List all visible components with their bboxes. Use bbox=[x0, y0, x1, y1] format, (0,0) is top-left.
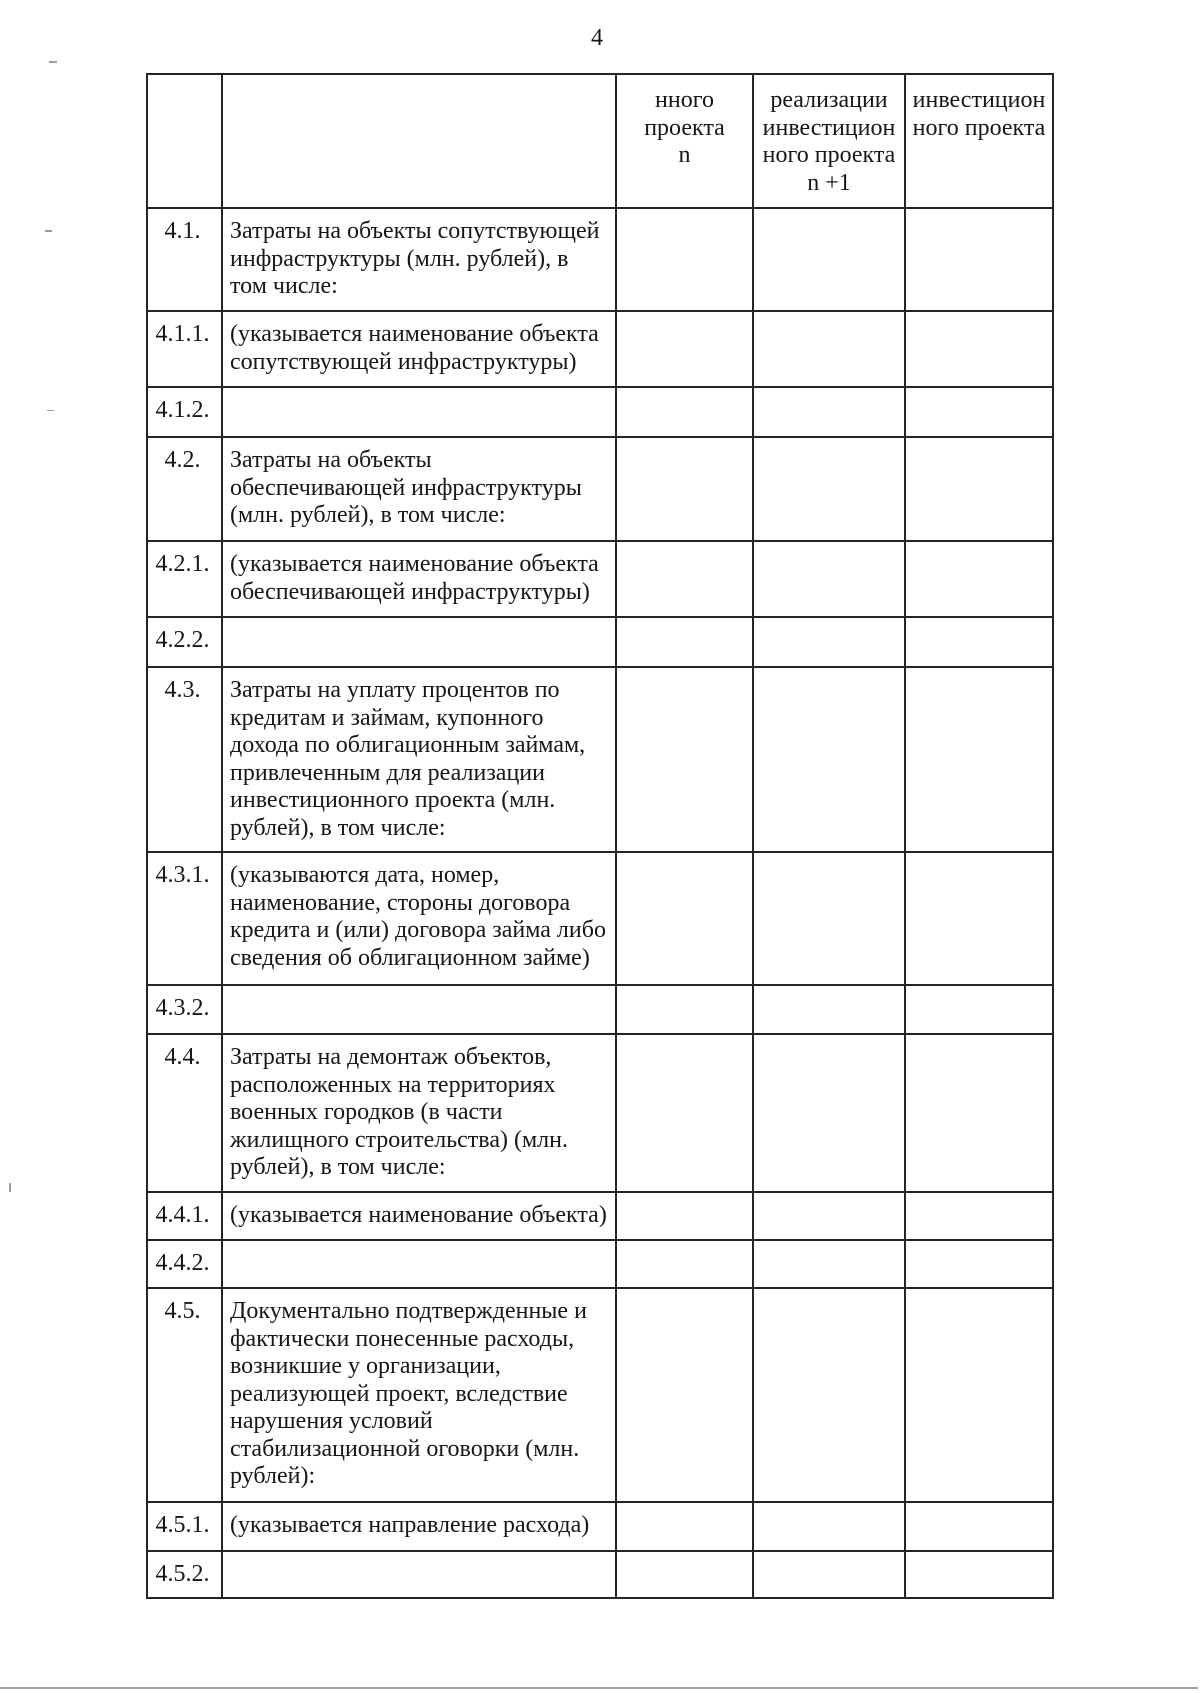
description-line: инфраструктуры (млн. рублей), в bbox=[230, 245, 569, 272]
value-cell-period-n-plus-1 bbox=[753, 1551, 905, 1598]
row-number: 4.5.1. bbox=[147, 1502, 222, 1551]
scan-edge-line bbox=[0, 1687, 1198, 1689]
row-number: 4.3.1. bbox=[147, 852, 222, 985]
value-cell-period-n-plus-1 bbox=[753, 1034, 905, 1192]
value-cell-whole-project bbox=[905, 985, 1053, 1034]
row-description bbox=[222, 1192, 616, 1240]
description-line: Затраты на объекты сопутствующей bbox=[230, 218, 600, 244]
row-number: 4.1. bbox=[147, 208, 222, 311]
value-cell-period-n bbox=[616, 1240, 753, 1288]
row-description bbox=[222, 1240, 616, 1288]
value-cell-whole-project bbox=[905, 437, 1053, 541]
value-cell-period-n bbox=[616, 1034, 753, 1192]
column-header-line: реализации bbox=[770, 87, 888, 113]
value-cell-period-n-plus-1 bbox=[753, 985, 905, 1034]
value-cell-period-n bbox=[616, 617, 753, 667]
value-cell-period-n bbox=[616, 985, 753, 1034]
description-line: инвестиционного проекта (млн. bbox=[230, 787, 556, 813]
row-description bbox=[222, 541, 616, 617]
table-row bbox=[147, 1240, 1053, 1288]
description-line: том числе: bbox=[230, 273, 338, 299]
row-description bbox=[222, 311, 616, 387]
column-header-line: инвестицион bbox=[762, 114, 896, 141]
row-number: 4.2.1. bbox=[147, 541, 222, 617]
row-number: 4.1.2. bbox=[147, 387, 222, 437]
value-cell-period-n bbox=[616, 852, 753, 985]
value-cell-period-n-plus-1 bbox=[753, 387, 905, 437]
row-number: 4.4.2. bbox=[147, 1240, 222, 1288]
description-line: рублей), в том числе: bbox=[230, 1154, 446, 1180]
value-cell-period-n bbox=[616, 1502, 753, 1551]
column-header-period-n bbox=[616, 74, 753, 208]
description-line: (млн. рублей), в том числе: bbox=[230, 502, 506, 528]
row-number: 4.4.1. bbox=[147, 1192, 222, 1240]
value-cell-whole-project bbox=[905, 667, 1053, 852]
value-cell-whole-project bbox=[905, 1551, 1053, 1598]
table-row bbox=[147, 1502, 1053, 1551]
value-cell-period-n bbox=[616, 387, 753, 437]
row-description bbox=[222, 617, 616, 667]
value-cell-period-n-plus-1 bbox=[753, 311, 905, 387]
table-row bbox=[147, 985, 1053, 1034]
table-row bbox=[147, 1034, 1053, 1192]
description-line: сопутствующей инфраструктуры) bbox=[230, 348, 577, 375]
description-line: обеспечивающей инфраструктуры) bbox=[230, 578, 590, 605]
value-cell-period-n-plus-1 bbox=[753, 667, 905, 852]
description-line: реализующей проект, вследствие bbox=[230, 1380, 568, 1407]
row-number: 4.3. bbox=[147, 667, 222, 852]
table-row bbox=[147, 541, 1053, 617]
table-row bbox=[147, 617, 1053, 667]
value-cell-whole-project bbox=[905, 1240, 1053, 1288]
description-line: возникшие у организации, bbox=[230, 1353, 501, 1379]
description-line: стабилизационной оговорки (млн. bbox=[230, 1435, 580, 1462]
row-number: 4.1.1. bbox=[147, 311, 222, 387]
value-cell-period-n bbox=[616, 311, 753, 387]
row-description bbox=[222, 1034, 616, 1192]
value-cell-whole-project bbox=[905, 541, 1053, 617]
value-cell-period-n-plus-1 bbox=[753, 208, 905, 311]
value-cell-period-n bbox=[616, 1192, 753, 1240]
expenses-table bbox=[146, 73, 1054, 1599]
description-line: привлеченным для реализации bbox=[230, 759, 545, 786]
row-description bbox=[222, 667, 616, 852]
description-line: Документально подтвержденные и bbox=[230, 1298, 587, 1324]
row-description bbox=[222, 387, 616, 437]
description-line: кредитам и займам, купонного bbox=[230, 704, 544, 731]
header-cell-number bbox=[147, 74, 222, 208]
value-cell-period-n-plus-1 bbox=[753, 1240, 905, 1288]
value-cell-period-n bbox=[616, 667, 753, 852]
table-header-row bbox=[147, 74, 1053, 208]
description-line: фактически понесенные расходы, bbox=[230, 1325, 575, 1352]
row-description bbox=[222, 852, 616, 985]
description-line: обеспечивающей инфраструктуры bbox=[230, 474, 582, 501]
value-cell-period-n bbox=[616, 208, 753, 311]
row-description bbox=[222, 1288, 616, 1502]
page-number: 4 bbox=[591, 25, 603, 51]
description-line: Затраты на демонтаж объектов, bbox=[230, 1044, 552, 1070]
value-cell-period-n-plus-1 bbox=[753, 1288, 905, 1502]
row-number: 4.3.2. bbox=[147, 985, 222, 1034]
row-number: 4.2.2. bbox=[147, 617, 222, 667]
table-row bbox=[147, 437, 1053, 541]
column-header-line: n +1 bbox=[807, 169, 851, 196]
value-cell-period-n bbox=[616, 1288, 753, 1502]
value-cell-whole-project bbox=[905, 1034, 1053, 1192]
value-cell-whole-project bbox=[905, 208, 1053, 311]
value-cell-period-n bbox=[616, 541, 753, 617]
value-cell-whole-project bbox=[905, 1192, 1053, 1240]
scan-mark bbox=[45, 230, 52, 232]
value-cell-period-n-plus-1 bbox=[753, 617, 905, 667]
row-description bbox=[222, 1551, 616, 1598]
table-row bbox=[147, 1551, 1053, 1598]
table-row bbox=[147, 667, 1053, 852]
description-line: рублей), в том числе: bbox=[230, 814, 446, 841]
row-description bbox=[222, 437, 616, 541]
description-line: рублей): bbox=[230, 1463, 316, 1489]
column-header-line: проекта bbox=[644, 114, 725, 141]
table-row bbox=[147, 852, 1053, 985]
description-line: нарушения условий bbox=[230, 1408, 433, 1434]
value-cell-period-n-plus-1 bbox=[753, 1192, 905, 1240]
description-line: (указывается наименование объекта bbox=[230, 321, 599, 347]
description-line: (указывается наименование объекта bbox=[230, 551, 599, 577]
column-header-line: ного проекта bbox=[762, 142, 896, 168]
description-line: дохода по облигационным займам, bbox=[230, 732, 586, 758]
description-line: кредита и (или) договора займа либо bbox=[230, 917, 606, 943]
description-line: военных городков (в части bbox=[230, 1099, 503, 1125]
description-line: (указываются дата, номер, bbox=[230, 862, 500, 888]
description-line: Затраты на объекты bbox=[230, 447, 432, 473]
value-cell-whole-project bbox=[905, 311, 1053, 387]
header-cell-description bbox=[222, 74, 616, 208]
scan-mark bbox=[9, 1183, 11, 1192]
table-row bbox=[147, 1288, 1053, 1502]
description-line: сведения об облигационном займе) bbox=[230, 944, 590, 971]
description-line: расположенных на территориях bbox=[230, 1071, 556, 1098]
column-header-line: инвестицион bbox=[912, 87, 1046, 113]
column-header-period-n-plus-1 bbox=[753, 74, 905, 208]
row-number: 4.5. bbox=[147, 1288, 222, 1502]
table-row bbox=[147, 387, 1053, 437]
value-cell-period-n-plus-1 bbox=[753, 852, 905, 985]
value-cell-period-n bbox=[616, 437, 753, 541]
value-cell-period-n-plus-1 bbox=[753, 437, 905, 541]
row-description bbox=[222, 985, 616, 1034]
description-line: жилищного строительства) (млн. bbox=[230, 1126, 568, 1153]
value-cell-whole-project bbox=[905, 387, 1053, 437]
row-number: 4.5.2. bbox=[147, 1551, 222, 1598]
value-cell-period-n-plus-1 bbox=[753, 541, 905, 617]
value-cell-whole-project bbox=[905, 1288, 1053, 1502]
column-header-line: ного проекта bbox=[912, 114, 1046, 141]
table-row bbox=[147, 311, 1053, 387]
scan-mark bbox=[47, 410, 54, 411]
description-line: наименование, стороны договора bbox=[230, 889, 571, 916]
value-cell-whole-project bbox=[905, 617, 1053, 667]
value-cell-period-n-plus-1 bbox=[753, 1502, 905, 1551]
table-row bbox=[147, 1192, 1053, 1240]
scan-mark bbox=[49, 61, 57, 63]
table-row bbox=[147, 208, 1053, 311]
value-cell-period-n bbox=[616, 1551, 753, 1598]
description-line: (указывается направление расхода) bbox=[230, 1512, 590, 1538]
value-cell-whole-project bbox=[905, 1502, 1053, 1551]
row-number: 4.2. bbox=[147, 437, 222, 541]
column-header-line: нного bbox=[655, 87, 714, 113]
row-number: 4.4. bbox=[147, 1034, 222, 1192]
value-cell-whole-project bbox=[905, 852, 1053, 985]
description-line: (указывается наименование объекта) bbox=[230, 1202, 607, 1228]
column-header-whole-project bbox=[905, 74, 1053, 208]
description-line: Затраты на уплату процентов по bbox=[230, 677, 560, 703]
row-description bbox=[222, 1502, 616, 1551]
column-header-line: n bbox=[678, 142, 691, 168]
row-description bbox=[222, 208, 616, 311]
